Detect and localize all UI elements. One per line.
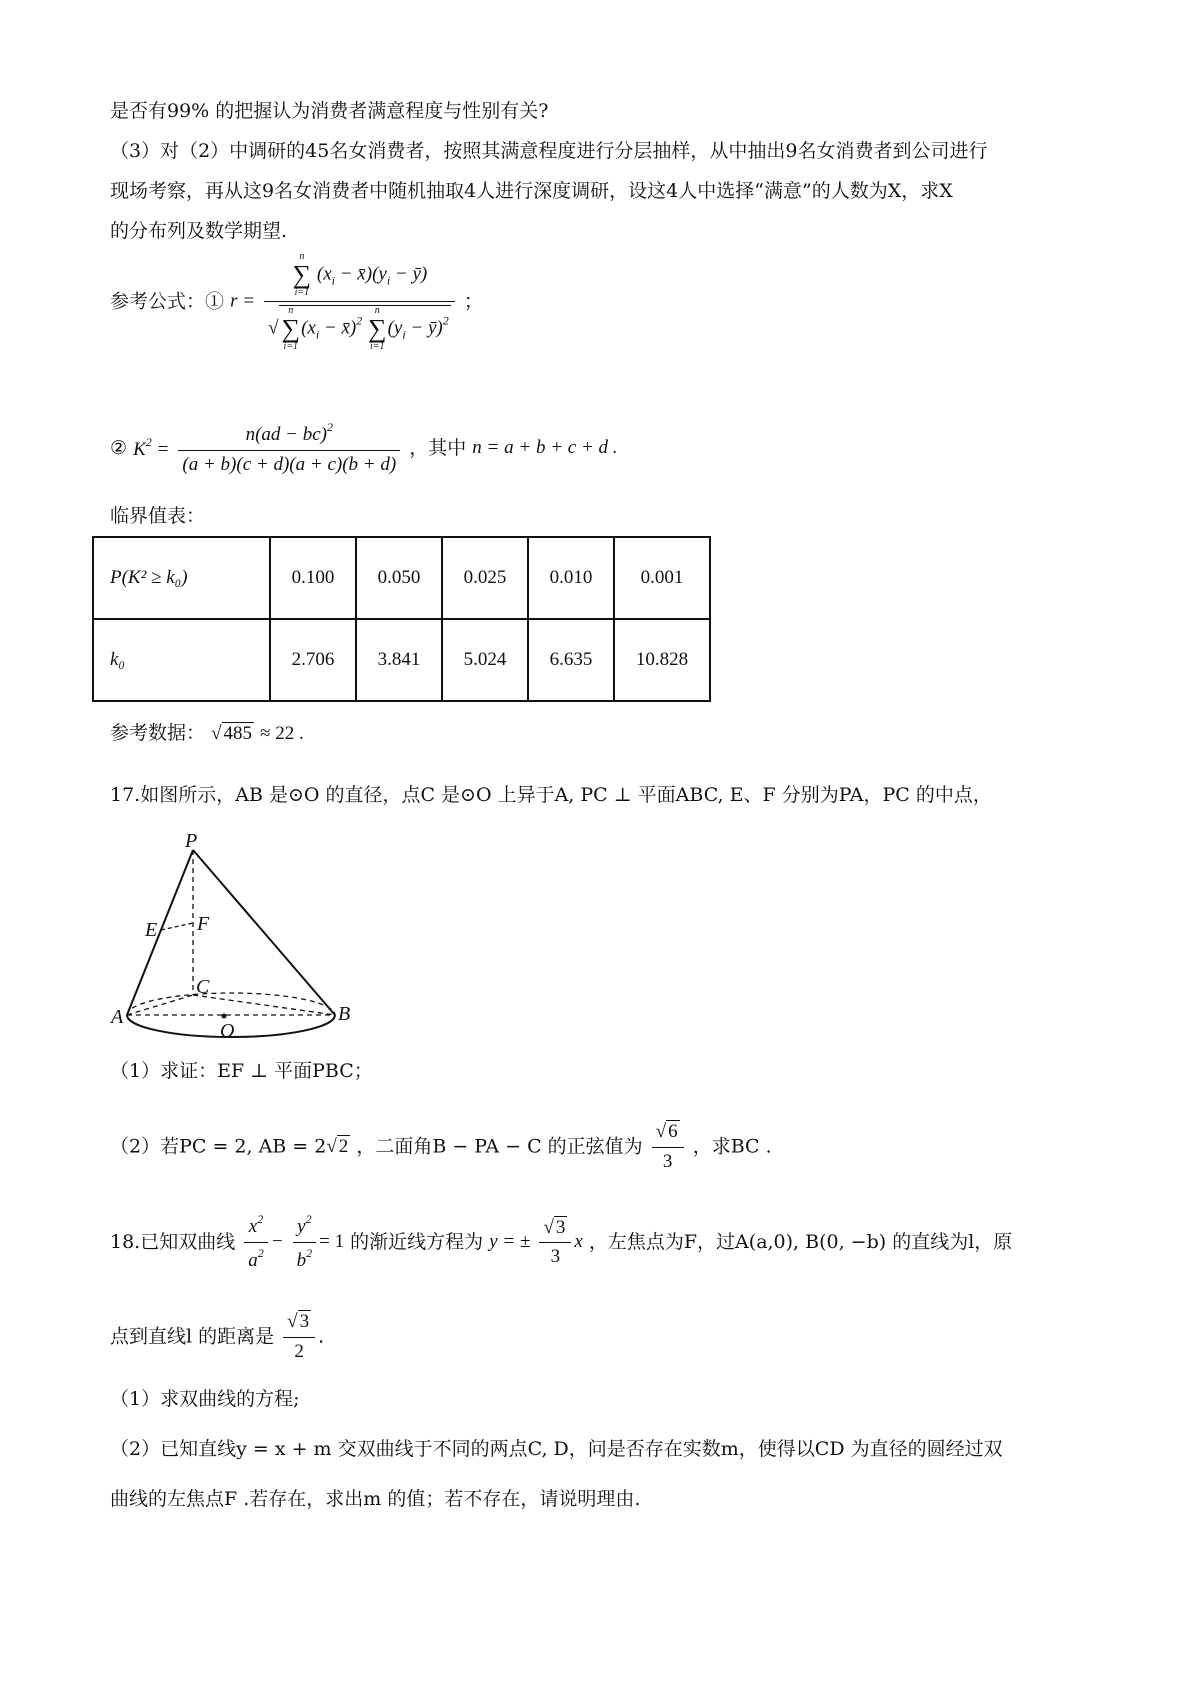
table-cell: 0.010 xyxy=(528,537,614,619)
critical-table-label: 临界值表： xyxy=(110,505,206,527)
edge-pb xyxy=(193,850,335,1015)
label-a: A xyxy=(111,1006,124,1028)
cone-figure xyxy=(105,830,365,1040)
table-row-head-p: P(K² ≥ k₀) xyxy=(93,537,270,619)
base-ellipse-back xyxy=(127,993,335,1015)
q17-part2: （2）若PC = 2, AB = 2√ 2 ，二面角B − PA − C 的正弦值为 $\frac{√ 6}{3}$ ，求BC . xyxy=(110,1121,772,1172)
ref-data-label: 参考数据： xyxy=(110,722,206,744)
label-e: E xyxy=(145,919,158,941)
q17-part2-c: ，求BC . xyxy=(692,1135,772,1158)
table-cell: 0.001 xyxy=(614,537,710,619)
label-c: C xyxy=(196,976,210,998)
label-f: F xyxy=(197,913,210,935)
q18-part1: （1）求双曲线的方程; xyxy=(110,1388,300,1410)
q16-part3-line2: 现场考察，再从这9名女消费者中随机抽取4人进行深度调研，设这4人中选择“满意”的人数为X，求X xyxy=(110,180,953,202)
critical-value-table xyxy=(92,536,711,702)
edge-pa xyxy=(127,850,193,1015)
q17-part2-a: （2）若PC = 2, AB = 2 xyxy=(110,1135,327,1158)
q18-part2-line2: 曲线的左焦点F .若存在，求出m 的值；若不存在，请说明理由. xyxy=(110,1488,641,1510)
q17-part1: （1）求证：EF ⊥ 平面PBC； xyxy=(110,1060,373,1082)
edge-ef xyxy=(161,923,193,930)
table-cell: 3.841 xyxy=(356,619,442,701)
formula2-where: ，其中 xyxy=(409,436,467,459)
hyperbola-y-term: $\frac{y^2}{b^2}$ xyxy=(293,1212,317,1273)
hyperbola-x-term: $\frac{x^2}{a^2}$ xyxy=(244,1212,268,1273)
center-point-o xyxy=(222,1014,227,1019)
table-row xyxy=(93,537,710,619)
q17-stem: 17.如图所示，AB 是⊙O 的直径，点C 是⊙O 上异于A, PC ⊥ 平面ABC, E、F 分别为PA，PC 的中点， xyxy=(110,784,992,806)
q18-stem-b: 的渐近线方程为 xyxy=(350,1230,484,1253)
q18-stem-a: 18.已知双曲线 xyxy=(110,1230,236,1253)
formula-label: 参考公式：① xyxy=(110,290,225,313)
reference-data: 参考数据： √ 485 ≈ 22 . xyxy=(110,722,304,744)
q18-stem: 18.已知双曲线 $\frac{x^2}{a^2}$ − $\frac{y^2}{b^2}$ = 1 的渐近线方程为 y = ± $\frac{√ 3}{3}$ x ，左焦点为F，过A(a,0), B(0, −b) 的直线为l，原 xyxy=(110,1212,1013,1271)
table-cell: 10.828 xyxy=(614,619,710,701)
table-cell: 6.635 xyxy=(528,619,614,701)
table-cell: 5.024 xyxy=(442,619,528,701)
edge-cb xyxy=(193,995,335,1015)
edge-ac xyxy=(127,995,193,1015)
table-cell: 0.050 xyxy=(356,537,442,619)
q17-part2-b: ，二面角B − PA − C 的正弦值为 xyxy=(356,1135,643,1158)
q16-part3-line3: 的分布列及数学期望. xyxy=(110,220,288,242)
k-squared-fraction: $\frac{n(ad - bc)^2}{(a + b)(c + d)(a + c)(b + d)}$ xyxy=(178,420,400,477)
label-o: O xyxy=(220,1020,235,1040)
distance-fraction: $\frac{√ 3}{2}$ xyxy=(283,1310,315,1364)
correlation-fraction: n ∑ i=1 ($x_i$ − $x̄)(y_i$ − ȳ) √n ∑ $i=1(x_i$ − x̄)$^2$ n ∑ $i=1(y_i$ − ȳ)$^2$ xyxy=(264,252,455,352)
formula-correlation: 参考公式：① r = n ∑ i=1 ($x_i$ − $x̄)(y_i$ − ȳ) √n ∑ $i=1(x_i$ − x̄)$^2$ n ∑ $i=1(y_i$ − ȳ)$^2$ ； xyxy=(110,251,483,352)
ref-data-value: 485 xyxy=(223,723,252,744)
q16-line1: 是否有99% 的把握认为消费者满意程度与性别有关? xyxy=(110,100,549,122)
q18-line2-b: . xyxy=(318,1325,325,1348)
formula2-n: n = a + b + c + d . xyxy=(472,436,618,458)
q18-stem-c: ，左焦点为F，过A(a,0), B(0, −b) 的直线为l，原 xyxy=(588,1230,1013,1253)
asymptote-slope: $\frac{√ 3}{3}$ xyxy=(539,1216,571,1270)
label-b: B xyxy=(338,1003,351,1025)
formula-k-squared: ② $K^2$ = $\frac{n(ad - bc)^2}{(a + b)(c + d)(a + c)(b + d)}$ ，其中 n = a + b + c + d . xyxy=(110,420,618,475)
q18-line2 xyxy=(110,1310,324,1364)
sine-fraction: $\frac{√ 6}{3}$ xyxy=(652,1120,684,1174)
table-row xyxy=(93,619,710,701)
table-cell: 2.706 xyxy=(270,619,356,701)
label-p: P xyxy=(185,830,198,852)
ref-data-approx: ≈ 22 . xyxy=(260,723,304,744)
table-cell: 0.025 xyxy=(442,537,528,619)
table-row-head-k: k₀ xyxy=(93,619,270,701)
formula2-label: ② xyxy=(110,436,128,459)
table-cell: 0.100 xyxy=(270,537,356,619)
q18-line2-a: 点到直线l 的距离是 xyxy=(110,1325,275,1348)
q18-part2-line1: （2）已知直线y = x + m 交双曲线于不同的两点C, D，问是否存在实数m，使得以CD 为直径的圆经过双 xyxy=(110,1438,1003,1460)
q16-part3-line1: （3）对（2）中调研的45名女消费者，按照其满意程度进行分层抽样，从中抽出9名女消费者到公司进行 xyxy=(110,140,988,162)
